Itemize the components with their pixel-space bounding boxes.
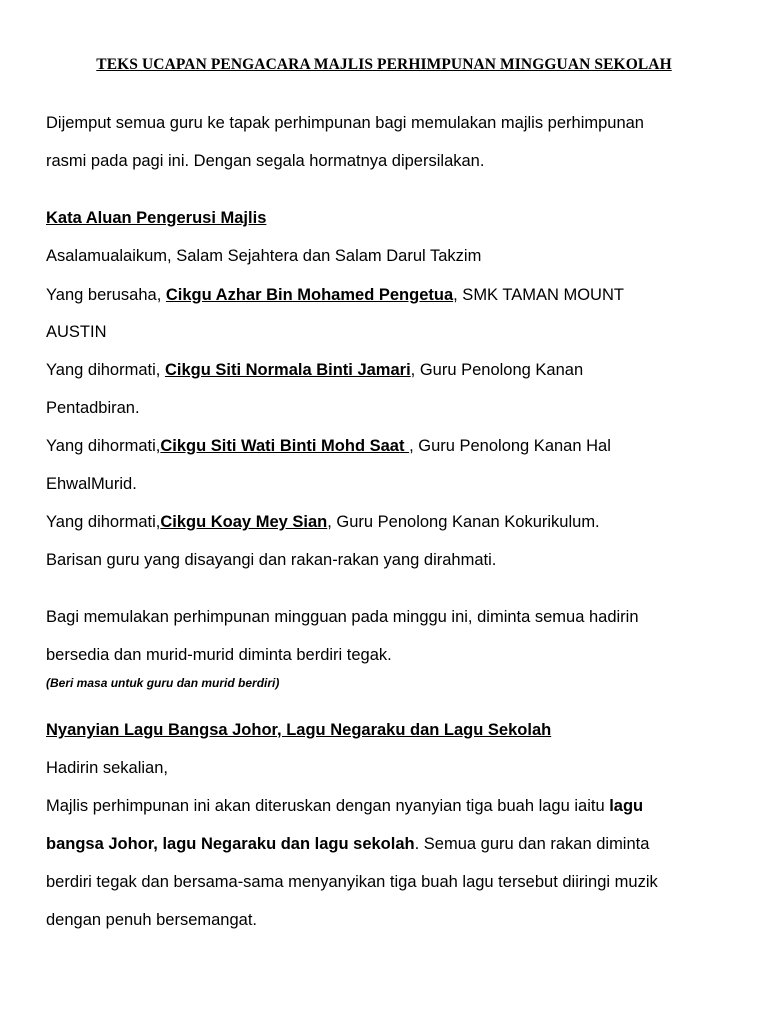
recipient-2-prefix: Yang dihormati, xyxy=(46,361,165,379)
closing-line: Barisan guru yang disayangi dan rakan-rakan yang dirahmati. xyxy=(46,551,497,569)
para2-line-1: Bagi memulakan perhimpunan mingguan pada minggu ini, diminta semua hadirin xyxy=(46,608,639,626)
recipient-4-suffix: , Guru Penolong Kanan Kokurikulum. xyxy=(327,513,600,531)
recipient-3-suffix: , Guru Penolong Kanan Hal xyxy=(409,437,611,455)
recipient-1-suffix: , SMK TAMAN MOUNT xyxy=(453,286,624,304)
recipient-1-continuation: AUSTIN xyxy=(46,323,107,341)
recipient-4-prefix: Yang dihormati, xyxy=(46,513,161,531)
recipient-2-continuation: Pentadbiran. xyxy=(46,399,140,417)
song-para-line-1 xyxy=(46,796,643,816)
song-para-line-4: dengan penuh bersemangat. xyxy=(46,911,258,929)
recipient-line-2 xyxy=(46,360,583,380)
recipient-1-name: Cikgu Azhar Bin Mohamed Pengetua xyxy=(165,286,454,304)
song-para-line-3: berdiri tegak dan bersama-sama menyanyikan tiga buah lagu tersebut diiringi muzik xyxy=(46,873,658,891)
recipient-3-name: Cikgu Siti Wati Binti Mohd Saat xyxy=(160,437,410,455)
document-title: TEKS UCAPAN PENGACARA MAJLIS PERHIMPUNAN MINGGUAN SEKOLAH xyxy=(96,56,672,73)
song-para-line-2 xyxy=(46,834,649,854)
intro-line-1: Dijemput semua guru ke tapak perhimpunan bagi memulakan majlis perhimpunan xyxy=(46,114,644,132)
song-para-1-bold: lagu xyxy=(609,797,644,815)
song-para-1-text: Majlis perhimpunan ini akan diteruskan dengan nyanyian tiga buah lagu iaitu xyxy=(46,797,610,815)
recipient-line-4 xyxy=(46,512,600,532)
para2-line-2: bersedia dan murid-murid diminta berdiri tegak. xyxy=(46,646,392,664)
recipient-3-continuation: EhwalMurid. xyxy=(46,475,137,493)
greeting-line: Asalamualaikum, Salam Sejahtera dan Salam Darul Takzim xyxy=(46,247,482,265)
intro-line-2: rasmi pada pagi ini. Dengan segala hormatnya dipersilakan. xyxy=(46,152,485,170)
stage-direction-note: (Beri masa untuk guru dan murid berdiri) xyxy=(46,676,280,690)
section-heading-nyanyian: Nyanyian Lagu Bangsa Johor, Lagu Negaraku dan Lagu Sekolah xyxy=(46,721,552,739)
recipient-1-prefix: Yang berusaha, xyxy=(46,286,166,304)
salutation-line: Hadirin sekalian, xyxy=(46,759,168,777)
recipient-4-name: Cikgu Koay Mey Sian xyxy=(160,513,328,531)
section-heading-kata-aluan: Kata Aluan Pengerusi Majlis xyxy=(46,209,267,227)
recipient-2-suffix: , Guru Penolong Kanan xyxy=(410,361,584,379)
recipient-line-1 xyxy=(46,285,624,305)
recipient-2-name: Cikgu Siti Normala Binti Jamari xyxy=(164,361,411,379)
song-para-2-bold: bangsa Johor, lagu Negaraku dan lagu sekolah xyxy=(46,835,415,853)
recipient-3-prefix: Yang dihormati, xyxy=(46,437,161,455)
song-para-2-text: . Semua guru dan rakan diminta xyxy=(414,835,650,853)
recipient-line-3 xyxy=(46,436,611,456)
